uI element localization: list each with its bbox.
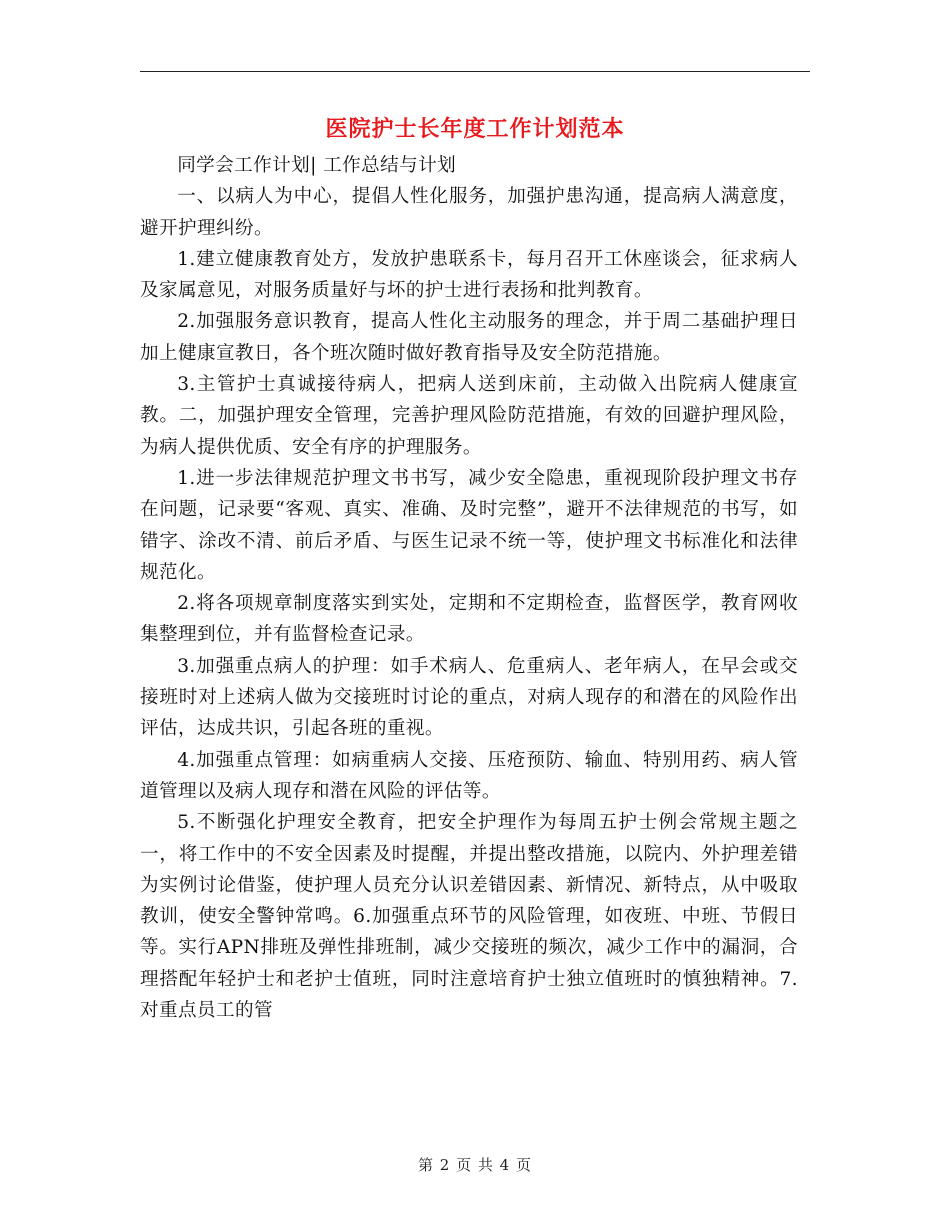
paragraph: 4.加强重点管理：如病重病人交接、压疮预防、输血、特别用药、病人管道管理以及病人现存和潜在风险的评估等。	[140, 749, 798, 802]
paragraph: 2.将各项规章制度落实到实处，定期和不定期检查，监督医学，教育网收集整理到位，并有监督检查记录。	[140, 593, 798, 646]
paragraph: 5.不断强化护理安全教育，把安全护理作为每周五护士例会常规主题之一，将工作中的不安全因素及时提醒，并提出整改措施，以院内、外护理差错为实例讨论借鉴，使护理人员充分认识差错因素、新情况、新特点，从中吸取教训，使安全警钟常鸣。6.加强重点环节的风险管理，如夜班、中班、节假日等。实行APN排班及弹性排班制，减少交接班的频次，减少工作中的漏洞，合理搭配年轻护士和老护士值班，同时注意培育护士独立值班时的慎独精神。7.对重点员工的管	[140, 812, 798, 1022]
paragraph: 2.加强服务意识教育，提高人性化主动服务的理念，并于周二基础护理日加上健康宣教日，各个班次随时做好教育指导及安全防范措施。	[140, 311, 798, 364]
header-rule	[140, 71, 810, 72]
paragraph: 3.加强重点病人的护理：如手术病人、危重病人、老年病人，在早会或交接班时对上述病人做为交接班时讨论的重点，对病人现存的和潜在的风险作出评估，达成共识，引起各班的重视。	[140, 655, 798, 740]
document-body	[140, 150, 798, 1026]
paragraph: 一、以病人为中心，提倡人性化服务，加强护患沟通，提高病人满意度，避开护理纠纷。	[140, 186, 798, 239]
paragraph-subtitle: 同学会工作计划| 工作总结与计划	[177, 155, 457, 176]
paragraph: 1.进一步法律规范护理文书书写，减少安全隐患，重视现阶段护理文书存在问题，记录要“客观、真实、准确、及时完整”，避开不法律规范的书写，如错字、涂改不清、前后矛盾、与医生记录不统一等，使护理文书标准化和法律规范化。	[140, 467, 798, 583]
document-title: 医院护士长年度工作计划范本	[325, 116, 625, 142]
paragraph: 3.主管护士真诚接待病人，把病人送到床前，主动做入出院病人健康宣教。二，加强护理安全管理，完善护理风险防范措施，有效的回避护理风险，为病人提供优质、安全有序的护理服务。	[140, 374, 798, 458]
page-footer: 第 2 页 共 4 页	[418, 1156, 532, 1174]
paragraph: 1.建立健康教育处方，发放护患联系卡，每月召开工休座谈会，征求病人及家属意见，对服务质量好与坏的护士进行表扬和批判教育。	[140, 248, 798, 302]
